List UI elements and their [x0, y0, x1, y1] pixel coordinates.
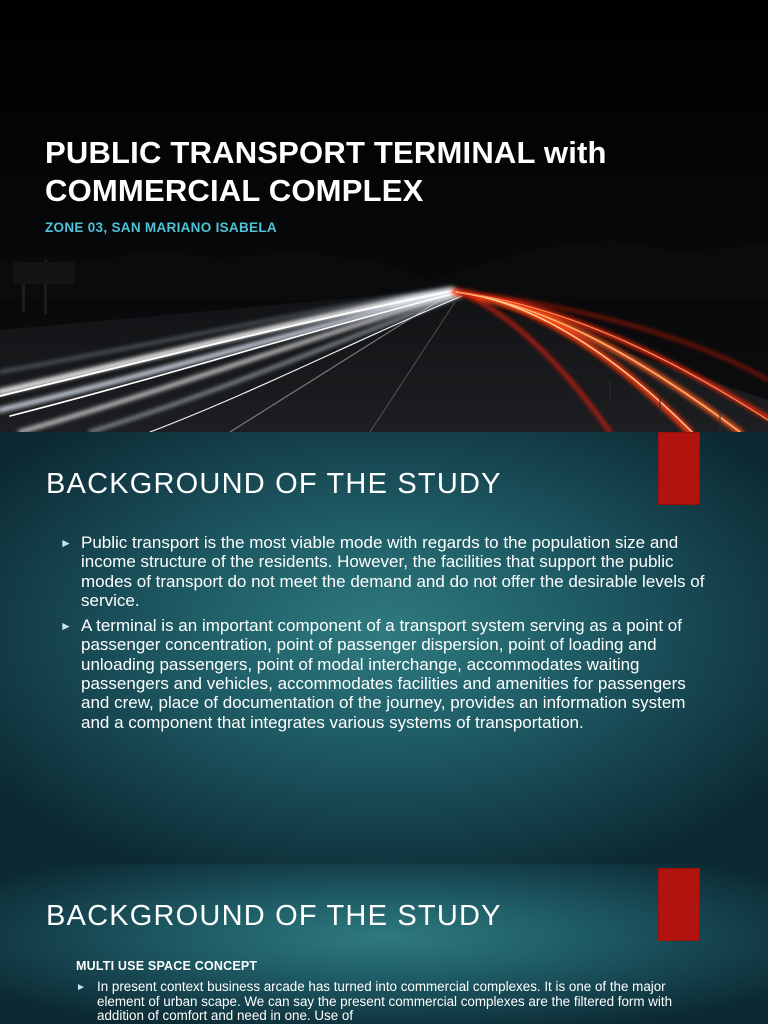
bullet-item	[60, 616, 705, 732]
bullet-text: Public transport is the most viable mode with regards to the population size and income structure of the residents. However, the facilities that support the public modes of transport do not meet the demand and do not offer the desirable levels of service.	[81, 533, 705, 610]
title-line-1: PUBLIC TRANSPORT TERMINAL with	[45, 135, 607, 170]
title-line-2: COMMERCIAL COMPLEX	[45, 173, 424, 208]
content-slide-2	[0, 432, 768, 864]
title-slide	[0, 0, 768, 432]
presentation-title	[45, 134, 745, 210]
slide-heading: BACKGROUND OF THE STUDY	[46, 468, 502, 500]
bullet-list	[76, 980, 706, 1024]
bullet-arrow-icon: ►	[76, 982, 86, 993]
bullet-list	[60, 533, 705, 738]
bullet-item	[76, 980, 706, 1024]
bullet-text: A terminal is an important component of a transport system serving as a point of passenger concentration, point of passenger dispersion, point of loading and unloading passengers, point of modal interchange, accommodates waiting passengers and vehicles, accommodates facilities and amenities for passengers and crew, place of documentation of the journey, provides an information system and a component that integrates various systems of transportation.	[81, 616, 686, 732]
presentation-subtitle: ZONE 03, SAN MARIANO ISABELA	[45, 220, 277, 235]
content-slide-3	[0, 864, 768, 1024]
highway-light-trails-image	[0, 0, 768, 432]
slide-subheading: MULTI USE SPACE CONCEPT	[76, 959, 258, 973]
red-accent-tab	[658, 432, 700, 505]
bullet-text: In present context business arcade has turned into commercial complexes. It is one of the major element of urban scape. We can say the present commercial complexes are the filtered form with addition of comfort and need in one. Use of	[97, 979, 673, 1024]
bullet-arrow-icon: ►	[60, 536, 72, 550]
slide-heading: BACKGROUND OF THE STUDY	[46, 900, 502, 932]
red-accent-tab	[658, 868, 700, 941]
bullet-arrow-icon: ►	[60, 619, 72, 634]
bullet-item	[60, 533, 705, 610]
